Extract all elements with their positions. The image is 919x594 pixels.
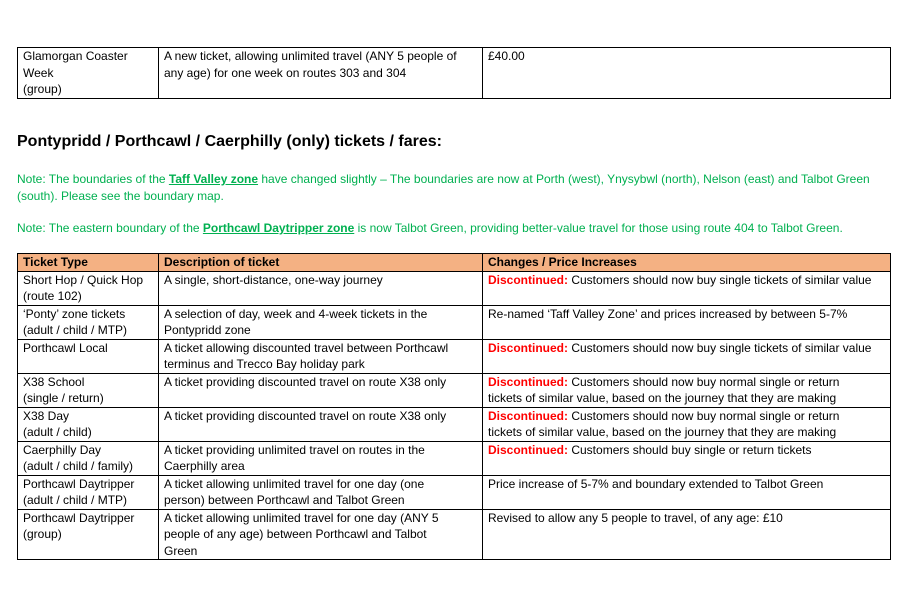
taff-valley-zone-link[interactable]: Taff Valley zone <box>168 172 259 186</box>
description-cell: A single, short-distance, one-way journey <box>159 271 483 305</box>
discontinued-label: Discontinued: <box>488 408 568 423</box>
price-cell: £40.00 <box>483 48 891 99</box>
taff-valley-note: Note: The boundaries of the Taff Valley zone have changed slightly – The boundaries are now at Porth (west), Ynysybwl (north), Nelson (east) and Talbot Green (south). Please see the boundary map. <box>17 172 870 203</box>
ticket-type-cell: Short Hop / Quick Hop (route 102) <box>18 271 159 305</box>
description-cell: A new ticket, allowing unlimited travel (ANY 5 people of any age) for one week on routes 303 and 304 <box>159 48 483 99</box>
table-row <box>18 441 891 475</box>
ticket-type-cell: X38 Day (adult / child) <box>18 407 159 441</box>
column-header-ticket-type: Ticket Type <box>18 254 159 272</box>
ticket-cell: Glamorgan Coaster Week (group) <box>18 48 159 99</box>
table-row <box>18 305 891 339</box>
changes-cell: Price increase of 5-7% and boundary extended to Talbot Green <box>483 475 891 509</box>
description-cell: A ticket providing discounted travel on route X38 only <box>159 373 483 407</box>
porthcawl-zone-link[interactable]: Porthcawl Daytripper zone <box>202 221 355 235</box>
table-row <box>18 475 891 509</box>
discontinued-label: Discontinued: <box>488 374 568 389</box>
glamorgan-coaster-table <box>17 47 891 99</box>
fares-body <box>18 271 891 560</box>
description-cell: A ticket allowing discounted travel between Porthcawl terminus and Trecco Bay holiday park <box>159 339 483 373</box>
description-cell: A ticket allowing unlimited travel for one day (ANY 5 people of any age) between Porthcawl and Talbot Green <box>159 509 483 560</box>
ticket-type-cell: ‘Ponty’ zone tickets (adult / child / MTP) <box>18 305 159 339</box>
column-header-changes: Changes / Price Increases <box>483 254 891 272</box>
changes-cell: Discontinued: Customers should now buy single tickets of similar value <box>483 339 891 373</box>
ticket-type-cell: Caerphilly Day (adult / child / family) <box>18 441 159 475</box>
changes-cell: Discontinued: Customers should now buy normal single or return tickets of similar value, based on the journey that they are making <box>483 407 891 441</box>
table-row <box>18 271 891 305</box>
section-heading: Pontypridd / Porthcawl / Caerphilly (only) tickets / fares: <box>17 133 442 150</box>
column-header-description: Description of ticket <box>159 254 483 272</box>
changes-cell: Discontinued: Customers should now buy normal single or return tickets of similar value, based on the journey that they are making <box>483 373 891 407</box>
fares-table <box>17 253 891 560</box>
description-cell: A selection of day, week and 4-week tickets in the Pontypridd zone <box>159 305 483 339</box>
table-row <box>18 407 891 441</box>
description-cell: A ticket providing discounted travel on route X38 only <box>159 407 483 441</box>
ticket-type-cell: Porthcawl Daytripper (group) <box>18 509 159 560</box>
discontinued-label: Discontinued: <box>488 442 568 457</box>
discontinued-label: Discontinued: <box>488 272 568 287</box>
table-row <box>18 373 891 407</box>
description-cell: A ticket allowing unlimited travel for one day (one person) between Porthcawl and Talbot Green <box>159 475 483 509</box>
changes-cell: Discontinued: Customers should now buy single tickets of similar value <box>483 271 891 305</box>
ticket-type-cell: Porthcawl Local <box>18 339 159 373</box>
table-header-row <box>18 254 891 272</box>
discontinued-label: Discontinued: <box>488 340 568 355</box>
changes-cell: Re-named ‘Taff Valley Zone’ and prices increased by between 5-7% <box>483 305 891 339</box>
ticket-type-cell: Porthcawl Daytripper (adult / child / MTP) <box>18 475 159 509</box>
ticket-type-cell: X38 School (single / return) <box>18 373 159 407</box>
changes-cell: Discontinued: Customers should buy single or return tickets <box>483 441 891 475</box>
changes-cell: Revised to allow any 5 people to travel, of any age: £10 <box>483 509 891 560</box>
table-row <box>18 509 891 560</box>
description-cell: A ticket providing unlimited travel on routes in the Caerphilly area <box>159 441 483 475</box>
table-row <box>18 339 891 373</box>
table-row <box>18 48 891 99</box>
porthcawl-note: Note: The eastern boundary of the Porthcawl Daytripper zone is now Talbot Green, providing better-value travel for those using route 404 to Talbot Green. <box>17 221 843 235</box>
